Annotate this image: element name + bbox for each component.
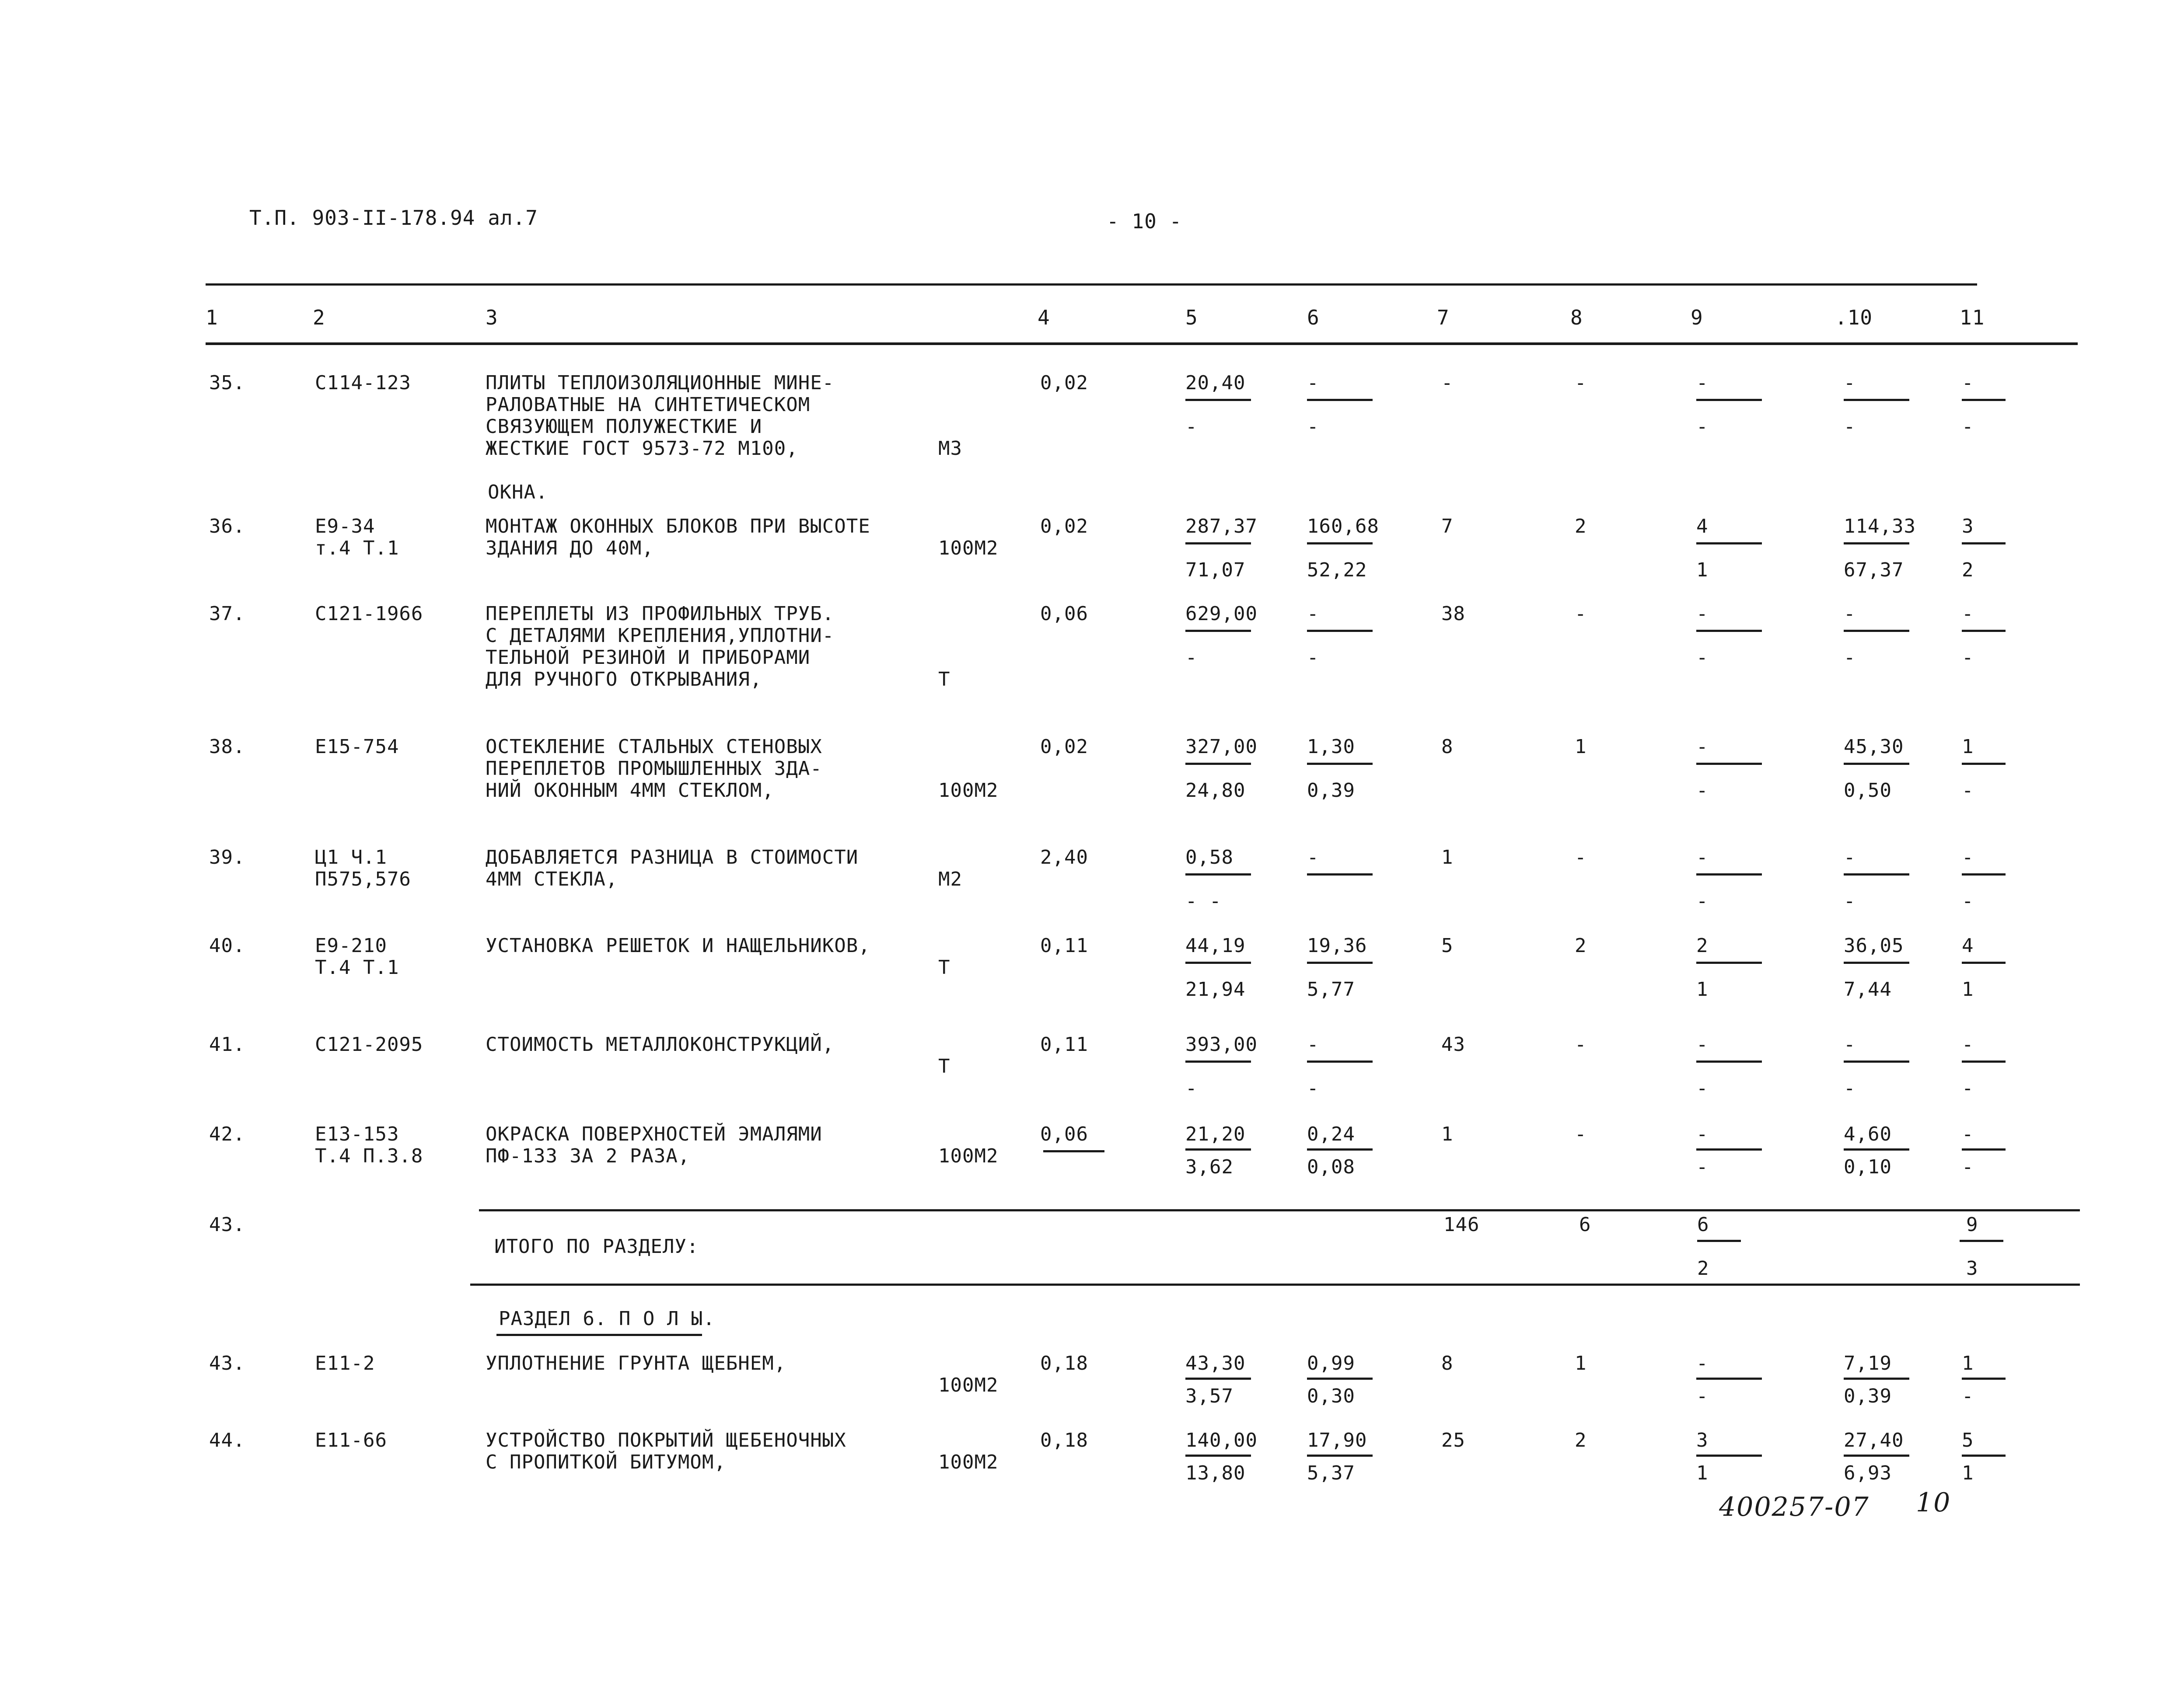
column-header-8: 8 [1570, 306, 1583, 329]
cell-c6-bottom: 0,39 [1307, 779, 1355, 802]
row-description: ЗДАНИЯ ДО 40М, [486, 537, 654, 559]
cell-c5-bottom: - - [1185, 890, 1222, 912]
cell-c6-top: 19,36 [1307, 935, 1367, 957]
row-quantity: 0,06 [1040, 1123, 1088, 1145]
cell-c8: 1 [1575, 1352, 1587, 1375]
cell-c10-bottom: 7,44 [1844, 978, 1892, 1001]
cell-c10-bar [1844, 1061, 1909, 1063]
cell-c10-bottom: - [1844, 646, 1856, 669]
row-number: 43. [209, 1352, 245, 1375]
cell-c5-bar [1185, 873, 1251, 876]
cell-c11-bottom: - [1962, 890, 1974, 912]
cell-c6-bar [1307, 542, 1373, 544]
row-code: Ц1 Ч.1 [315, 846, 387, 869]
row-quantity: 0,02 [1040, 736, 1088, 758]
cell-c9-top: 3 [1696, 1429, 1709, 1451]
row-description: УСТАНОВКА РЕШЕТОК И НАЩЕЛЬНИКОВ, [486, 935, 870, 957]
cell-c8: - [1575, 372, 1587, 394]
cell-c5-bar [1185, 763, 1251, 765]
row-number: 35. [209, 372, 245, 394]
row-description: ПФ-133 ЗА 2 РАЗА, [486, 1145, 690, 1167]
cell-c11-bottom: 1 [1962, 1462, 1974, 1484]
cell-c5-top: 0,58 [1185, 846, 1234, 869]
cell-c5-bottom: 3,57 [1185, 1385, 1234, 1407]
row-unit: Т [938, 1055, 950, 1078]
cell-c11-bar [1962, 1455, 2006, 1457]
cell-c6-bottom: 5,37 [1307, 1462, 1355, 1484]
row-code: Т.4 Т.1 [315, 956, 399, 979]
cell-c8: 2 [1575, 935, 1587, 957]
cell-c6-top: - [1307, 603, 1319, 625]
row-unit: 100М2 [938, 1451, 999, 1473]
cell-c11-top: 1 [1962, 1352, 1974, 1375]
cell-c10-bottom: 67,37 [1844, 559, 1904, 581]
cell-c5-top: 393,00 [1185, 1033, 1258, 1056]
cell-c6-bar [1307, 399, 1373, 401]
row-code: т.4 Т.1 [315, 537, 399, 559]
cell-c5-bar [1185, 1378, 1251, 1380]
cell-c6-bar [1307, 1061, 1373, 1063]
cell-c6-top: - [1307, 846, 1319, 869]
cell-c11-bottom: - [1962, 646, 1974, 669]
cell-c7: 43 [1441, 1033, 1465, 1056]
row-description: ОСТЕКЛЕНИЕ СТАЛЬНЫХ СТЕНОВЫХ [486, 736, 822, 758]
total-col-9-bottom: 2 [1697, 1257, 1709, 1280]
row-description: ПЕРЕПЛЕТОВ ПРОМЫШЛЕННЫХ ЗДА- [486, 757, 822, 780]
cell-c11-top: - [1962, 846, 1974, 869]
cell-c10-bottom: 0,10 [1844, 1156, 1892, 1178]
row-number: 42. [209, 1123, 245, 1145]
document-code: Т.П. 903-II-178.94 ал.7 [249, 206, 538, 230]
cell-c9-bar [1696, 399, 1762, 401]
cell-c11-bottom: - [1962, 415, 1974, 438]
row-code: Е11-2 [315, 1352, 375, 1375]
row-unit: М3 [938, 437, 962, 460]
cell-c9-top: - [1696, 1123, 1709, 1145]
total-col-11-bar [1960, 1240, 2003, 1242]
cell-c10-bottom: - [1844, 415, 1856, 438]
row-description: РАЛОВАТНЫЕ НА СИНТЕТИЧЕСКОМ [486, 394, 811, 416]
cell-c8: - [1575, 1033, 1587, 1056]
cell-c9-top: 4 [1696, 515, 1709, 537]
cell-c5-top: 21,20 [1185, 1123, 1246, 1145]
cell-c11-bar [1962, 1148, 2006, 1151]
row-code: С121-2095 [315, 1033, 423, 1056]
cell-c9-top: - [1696, 1033, 1709, 1056]
row-description: СВЯЗУЮЩЕМ ПОЛУЖЕСТКИЕ И [486, 415, 762, 438]
total-col-9-top: 6 [1697, 1214, 1709, 1236]
cell-c10-bar [1844, 542, 1909, 544]
row-code: Т.4 П.3.8 [315, 1145, 423, 1167]
cell-c11-top: - [1962, 1123, 1974, 1145]
cell-c6-top: - [1307, 1033, 1319, 1056]
cell-c10-bar [1844, 630, 1909, 632]
cell-c6-bottom: - [1307, 1077, 1319, 1099]
cell-c6-bar [1307, 763, 1373, 765]
cell-c5-bar [1185, 399, 1251, 401]
column-header-3: 3 [486, 306, 498, 329]
row-unit: 100М2 [938, 537, 999, 559]
cell-c11-bottom: 2 [1962, 559, 1974, 581]
cell-c5-top: 44,19 [1185, 935, 1246, 957]
cell-c6-bar [1307, 1148, 1373, 1151]
row-number: 39. [209, 846, 245, 869]
cell-c5-bar [1185, 630, 1251, 632]
row-number: 38. [209, 736, 245, 758]
row-quantity: 2,40 [1040, 846, 1088, 869]
cell-c6-bottom: - [1307, 646, 1319, 669]
row-unit: 100М2 [938, 1374, 999, 1396]
cell-c10-top: - [1844, 846, 1856, 869]
cell-c10-top: - [1844, 372, 1856, 394]
row-code: Е9-210 [315, 935, 387, 957]
cell-c5-bottom: - [1185, 646, 1198, 669]
cell-c10-bar [1844, 399, 1909, 401]
section-underline [496, 1334, 702, 1336]
cell-c5-bottom: - [1185, 415, 1198, 438]
cell-c9-bar [1696, 1378, 1762, 1380]
cell-c11-bar [1962, 399, 2006, 401]
cell-c6-top: 17,90 [1307, 1429, 1367, 1451]
cell-c8: - [1575, 1123, 1587, 1145]
cell-c9-bottom: - [1696, 779, 1709, 802]
cell-c11-bottom: 1 [1962, 978, 1974, 1001]
column-header-1: 1 [206, 306, 218, 329]
total-bottom-rule [470, 1284, 2080, 1286]
cell-c10-top: 27,40 [1844, 1429, 1904, 1451]
total-col-11-bottom: 3 [1966, 1257, 1978, 1280]
cell-c11-bar [1962, 1378, 2006, 1380]
cell-c9-bottom: 1 [1696, 559, 1709, 581]
cell-c8: 1 [1575, 736, 1587, 758]
cell-c6-top: - [1307, 372, 1319, 394]
cell-c6-bar [1307, 630, 1373, 632]
section-heading: РАЗДЕЛ 6. П О Л Ы. [499, 1308, 715, 1330]
cell-c8: 2 [1575, 515, 1587, 537]
cell-c5-bottom: 71,07 [1185, 559, 1246, 581]
header-bottom-rule [206, 342, 2078, 345]
cell-c10-bar [1844, 1378, 1909, 1380]
row-number: 37. [209, 603, 245, 625]
header-top-rule [206, 283, 1977, 286]
total-col-9-bar [1697, 1240, 1741, 1242]
row-code: Е13-153 [315, 1123, 399, 1145]
cell-c6-bar [1307, 1378, 1373, 1380]
row-description: УПЛОТНЕНИЕ ГРУНТА ЩЕБНЕМ, [486, 1352, 786, 1375]
total-col-8: 6 [1579, 1214, 1591, 1236]
row-description: ПЛИТЫ ТЕПЛОИЗОЛЯЦИОННЫЕ МИНЕ- [486, 372, 835, 394]
cell-c6-top: 160,68 [1307, 515, 1379, 537]
row-number: 41. [209, 1033, 245, 1056]
cell-c9-top: - [1696, 846, 1709, 869]
cell-c11-top: 5 [1962, 1429, 1974, 1451]
cell-c7: 38 [1441, 603, 1465, 625]
row-quantity: 0,18 [1040, 1429, 1088, 1451]
cell-c5-top: 20,40 [1185, 372, 1246, 394]
cell-c9-top: 2 [1696, 935, 1709, 957]
cell-c10-top: - [1844, 603, 1856, 625]
cell-c9-bottom: - [1696, 1077, 1709, 1099]
cell-c5-bar [1185, 542, 1251, 544]
cell-c11-bar [1962, 630, 2006, 632]
row-quantity: 0,02 [1040, 372, 1088, 394]
cell-c9-bar [1696, 542, 1762, 544]
cell-c9-bottom: 1 [1696, 978, 1709, 1001]
cell-c10-bottom: 0,39 [1844, 1385, 1892, 1407]
cell-c11-top: - [1962, 603, 1974, 625]
cell-c5-top: 140,00 [1185, 1429, 1258, 1451]
cell-c9-top: - [1696, 372, 1709, 394]
row-code: П575,576 [315, 868, 411, 890]
cell-c6-bottom: - [1307, 415, 1319, 438]
row-quantity: 0,11 [1040, 935, 1088, 957]
cell-c5-bottom: 13,80 [1185, 1462, 1246, 1484]
cell-c9-bottom: - [1696, 890, 1709, 912]
cell-c11-bottom: - [1962, 1156, 1974, 1178]
row-code: С114-123 [315, 372, 411, 394]
cell-c11-top: - [1962, 1033, 1974, 1056]
cell-c6-bar [1307, 873, 1373, 876]
cell-c9-top: - [1696, 1352, 1709, 1375]
row-code: С121-1966 [315, 603, 423, 625]
cell-c5-bottom: 24,80 [1185, 779, 1246, 802]
cell-c9-bar [1696, 873, 1762, 876]
cell-c10-top: 114,33 [1844, 515, 1916, 537]
cell-c6-bottom: 52,22 [1307, 559, 1367, 581]
cell-c5-top: 43,30 [1185, 1352, 1246, 1375]
cell-c7: 8 [1441, 736, 1454, 758]
total-label: ИТОГО ПО РАЗДЕЛУ: [494, 1235, 699, 1258]
cell-c6-top: 1,30 [1307, 736, 1355, 758]
column-header-10: .10 [1835, 306, 1873, 329]
cell-c5-bottom: 21,94 [1185, 978, 1246, 1001]
cell-c11-top: - [1962, 372, 1974, 394]
row-number: 36. [209, 515, 245, 537]
cell-c5-bar [1185, 1061, 1251, 1063]
cell-c10-bottom: 0,50 [1844, 779, 1892, 802]
cell-c9-bottom: - [1696, 415, 1709, 438]
handwritten-reference: 400257-07 [1719, 1492, 1870, 1522]
cell-c7: - [1441, 372, 1454, 394]
row-number: 44. [209, 1429, 245, 1451]
cell-c7: 1 [1441, 1123, 1454, 1145]
cell-c11-bar [1962, 962, 2006, 964]
handwritten-page: 10 [1916, 1487, 1951, 1518]
cell-c10-bar [1844, 1148, 1909, 1151]
cell-c10-top: 36,05 [1844, 935, 1904, 957]
cell-c5-top: 327,00 [1185, 736, 1258, 758]
row-unit: 100М2 [938, 1145, 999, 1167]
row-code: Е11-66 [315, 1429, 387, 1451]
cell-c10-bottom: 6,93 [1844, 1462, 1892, 1484]
row-description: ДЛЯ РУЧНОГО ОТКРЫВАНИЯ, [486, 668, 762, 691]
row-quantity: 0,06 [1040, 603, 1088, 625]
cell-c6-top: 0,24 [1307, 1123, 1355, 1145]
cell-c6-bar [1307, 962, 1373, 964]
cell-c10-top: - [1844, 1033, 1856, 1056]
cell-c7: 8 [1441, 1352, 1454, 1375]
cell-c6-bottom: 5,77 [1307, 978, 1355, 1001]
cell-c7: 25 [1441, 1429, 1465, 1451]
row-description: МОНТАЖ ОКОННЫХ БЛОКОВ ПРИ ВЫСОТЕ [486, 515, 870, 537]
cell-c5-top: 629,00 [1185, 603, 1258, 625]
row-description: С ПРОПИТКОЙ БИТУМОМ, [486, 1451, 726, 1473]
cell-c10-top: 45,30 [1844, 736, 1904, 758]
qty-bar [1043, 1150, 1104, 1152]
row-unit: М2 [938, 868, 962, 890]
row-description: ОКРАСКА ПОВЕРХНОСТЕЙ ЭМАЛЯМИ [486, 1123, 822, 1145]
cell-c11-bar [1962, 873, 2006, 876]
cell-c11-bar [1962, 542, 2006, 544]
row-unit: Т [938, 668, 950, 691]
row-code: Е9-34 [315, 515, 375, 537]
row-description: ЖЕСТКИЕ ГОСТ 9573-72 М100, [486, 437, 798, 460]
cell-c5-top: 287,37 [1185, 515, 1258, 537]
cell-c9-bottom: 1 [1696, 1462, 1709, 1484]
cell-c10-top: 7,19 [1844, 1352, 1892, 1375]
cell-c10-bottom: - [1844, 1077, 1856, 1099]
section-heading: ОКНА. [488, 481, 548, 503]
column-header-5: 5 [1185, 306, 1198, 329]
row-description: ТЕЛЬНОЙ РЕЗИНОЙ И ПРИБОРАМИ [486, 646, 811, 669]
row-quantity: 0,11 [1040, 1033, 1088, 1056]
cell-c7: 1 [1441, 846, 1454, 869]
row-description: УСТРОЙСТВО ПОКРЫТИЙ ЩЕБЕНОЧНЫХ [486, 1429, 846, 1451]
cell-c11-top: 3 [1962, 515, 1974, 537]
row-description: ПЕРЕПЛЕТЫ ИЗ ПРОФИЛЬНЫХ ТРУБ. [486, 603, 835, 625]
cell-c8: 2 [1575, 1429, 1587, 1451]
row-description: ДОБАВЛЯЕТСЯ РАЗНИЦА В СТОИМОСТИ [486, 846, 859, 869]
cell-c10-bar [1844, 873, 1909, 876]
row-description: СТОИМОСТЬ МЕТАЛЛОКОНСТРУКЦИЙ, [486, 1033, 835, 1056]
cell-c11-bar [1962, 1061, 2006, 1063]
cell-c5-bar [1185, 962, 1251, 964]
column-header-6: 6 [1307, 306, 1320, 329]
cell-c9-bottom: - [1696, 1385, 1709, 1407]
cell-c9-bar [1696, 630, 1762, 632]
cell-c9-top: - [1696, 603, 1709, 625]
cell-c9-bar [1696, 1148, 1762, 1151]
cell-c6-bottom: 0,30 [1307, 1385, 1355, 1407]
cell-c11-bar [1962, 763, 2006, 765]
row-unit: Т [938, 956, 950, 979]
row-unit: 100М2 [938, 779, 999, 802]
row-code: Е15-754 [315, 736, 399, 758]
cell-c11-bottom: - [1962, 1077, 1974, 1099]
row-description: С ДЕТАЛЯМИ КРЕПЛЕНИЯ,УПЛОТНИ- [486, 624, 835, 647]
cell-c9-bar [1696, 962, 1762, 964]
cell-c6-bottom: 0,08 [1307, 1156, 1355, 1178]
cell-c9-bar [1696, 1061, 1762, 1063]
row-description: 4ММ СТЕКЛА, [486, 868, 618, 890]
total-top-rule [479, 1209, 2080, 1211]
cell-c10-bottom: - [1844, 890, 1856, 912]
column-header-7: 7 [1437, 306, 1450, 329]
row-quantity: 0,18 [1040, 1352, 1088, 1375]
cell-c10-bar [1844, 763, 1909, 765]
cell-c8: - [1575, 603, 1587, 625]
cell-c5-bottom: - [1185, 1077, 1198, 1099]
column-header-9: 9 [1691, 306, 1703, 329]
cell-c6-bar [1307, 1455, 1373, 1457]
row-number: 40. [209, 935, 245, 957]
cell-c10-bar [1844, 1455, 1909, 1457]
cell-c6-top: 0,99 [1307, 1352, 1355, 1375]
cell-c11-bottom: - [1962, 1385, 1974, 1407]
column-header-4: 4 [1038, 306, 1050, 329]
row-number: 43. [209, 1214, 245, 1236]
column-header-2: 2 [313, 306, 325, 329]
cell-c10-top: 4,60 [1844, 1123, 1892, 1145]
cell-c10-bar [1844, 962, 1909, 964]
cell-c5-bar [1185, 1148, 1251, 1151]
cell-c11-bottom: - [1962, 779, 1974, 802]
cell-c9-bottom: - [1696, 1156, 1709, 1178]
cell-c7: 7 [1441, 515, 1454, 537]
cell-c11-top: 1 [1962, 736, 1974, 758]
cell-c9-bar [1696, 1455, 1762, 1457]
total-col-11-top: 9 [1966, 1214, 1978, 1236]
row-quantity: 0,02 [1040, 515, 1088, 537]
column-header-11: 11 [1960, 306, 1985, 329]
page-number: - 10 - [1107, 209, 1182, 233]
cell-c5-bar [1185, 1455, 1251, 1457]
cell-c5-bottom: 3,62 [1185, 1156, 1234, 1178]
cell-c9-top: - [1696, 736, 1709, 758]
total-col-7: 146 [1443, 1214, 1480, 1236]
cell-c11-top: 4 [1962, 935, 1974, 957]
cell-c7: 5 [1441, 935, 1454, 957]
cell-c9-bar [1696, 763, 1762, 765]
cell-c8: - [1575, 846, 1587, 869]
cell-c9-bottom: - [1696, 646, 1709, 669]
row-description: НИЙ ОКОННЫМ 4ММ СТЕКЛОМ, [486, 779, 774, 802]
